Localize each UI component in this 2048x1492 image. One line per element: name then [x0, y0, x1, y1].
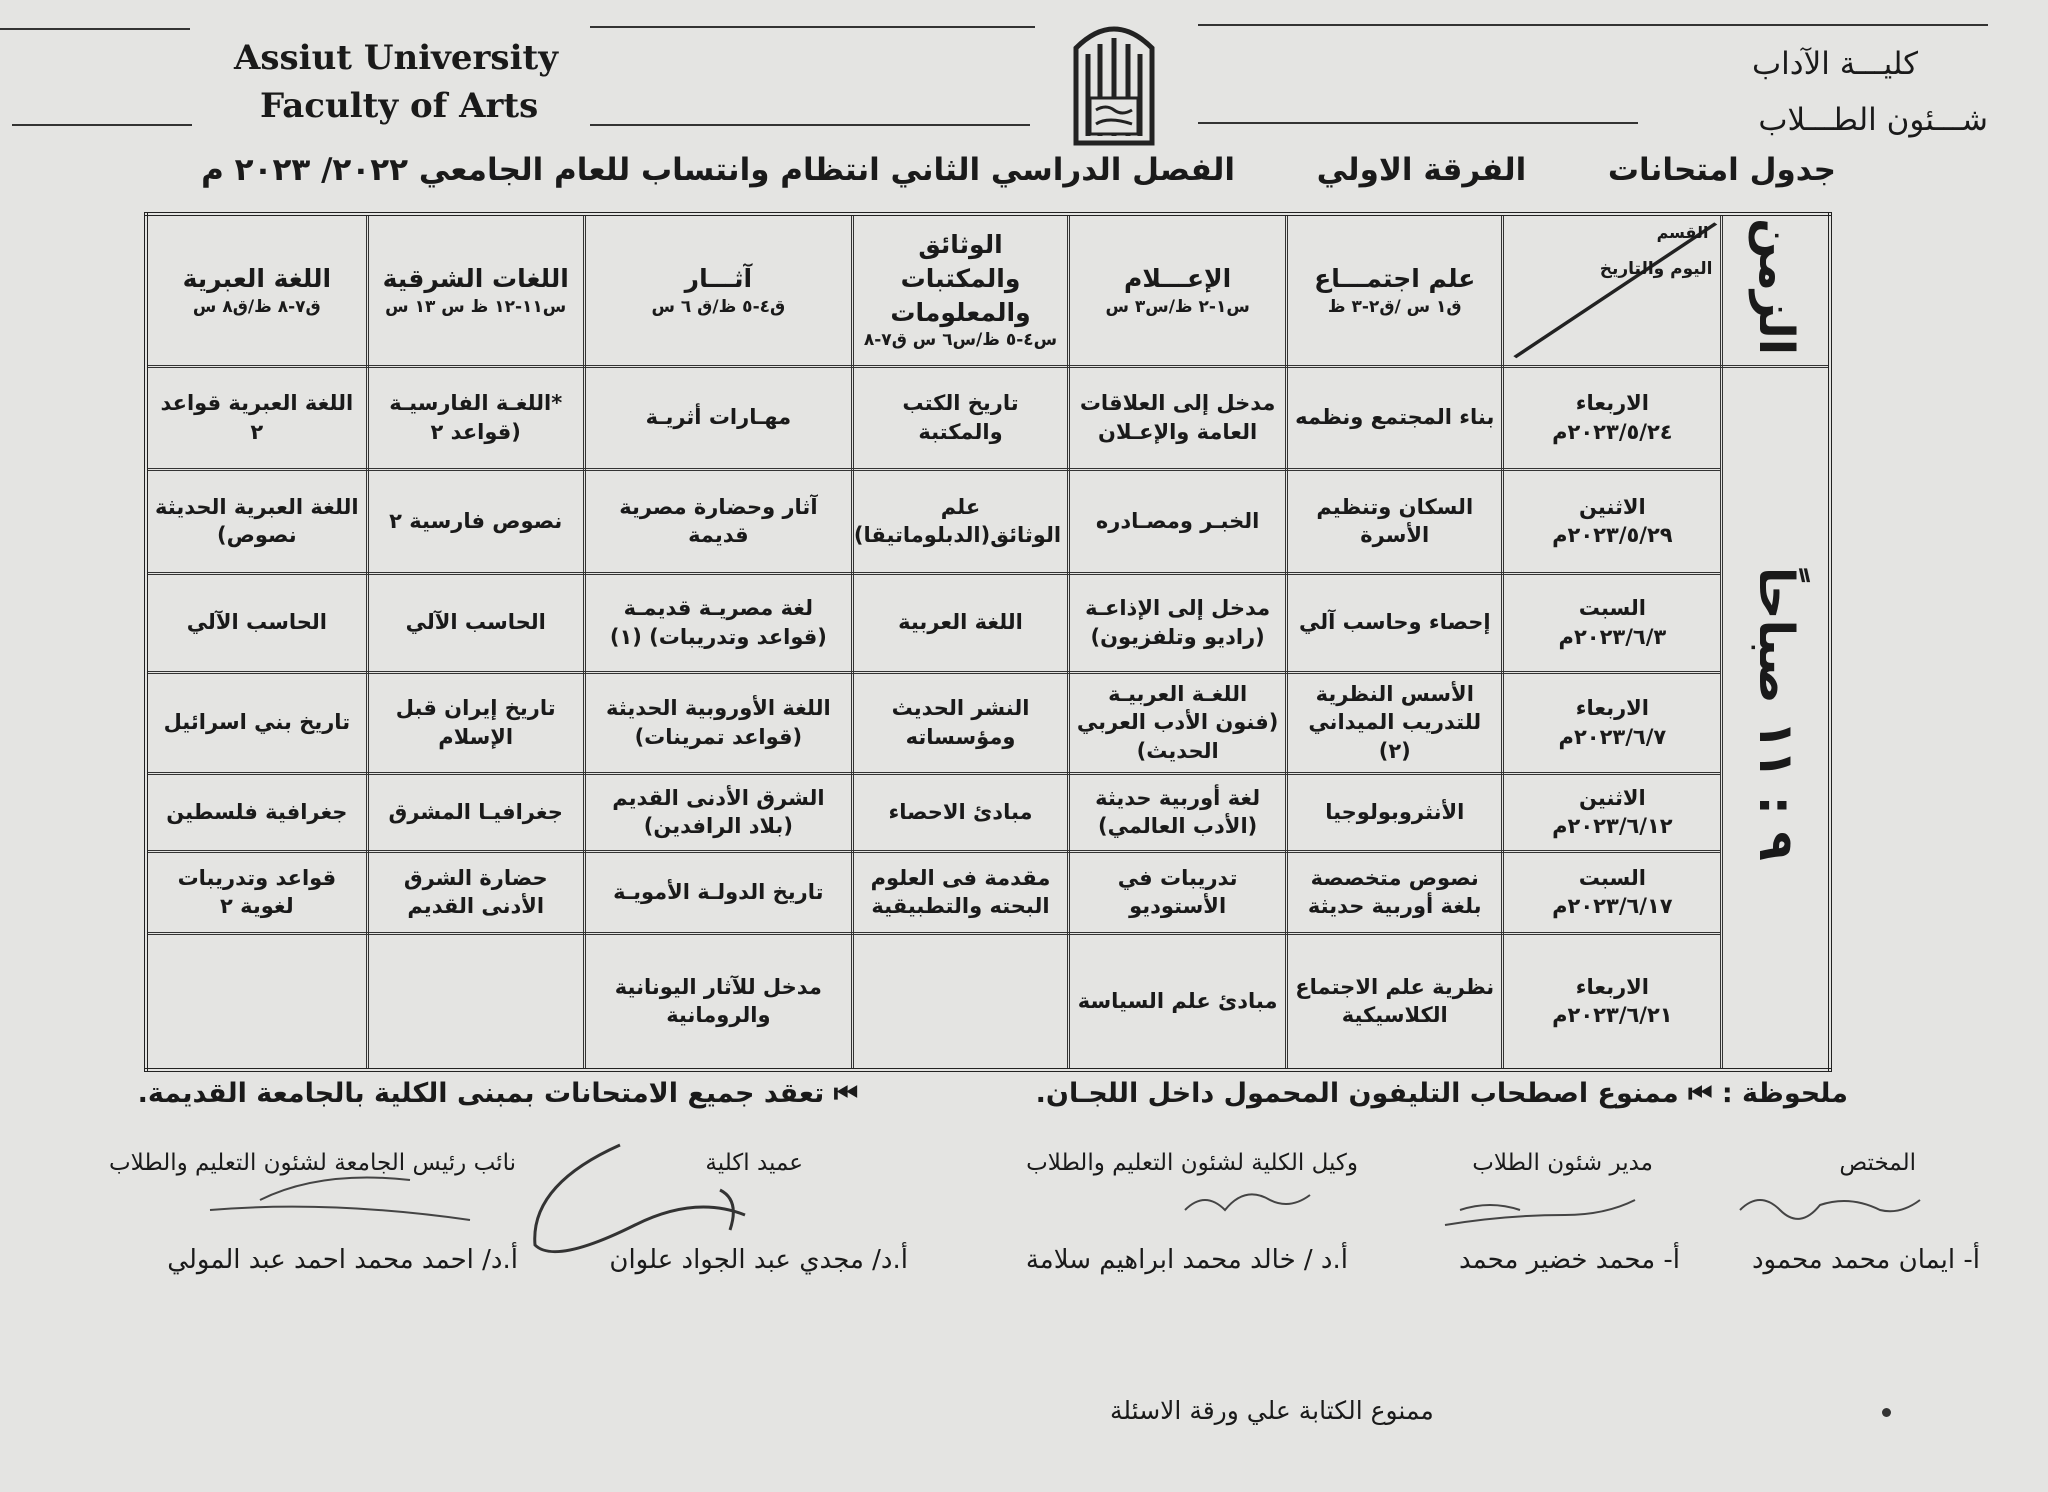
time-cell [1722, 366, 1830, 1070]
subject-cell: الأنثروبولوجيا [1287, 773, 1503, 851]
subject-cell: اللغة الأوروبية الحديثة (قواعد تمرينات) [584, 672, 852, 773]
exam-date: ٢٠٢٣/٥/٢٤م [1552, 419, 1673, 444]
subject-cell: نصوص فارسية ٢ [367, 469, 584, 573]
subject-cell: اللغة العبرية قواعد ٢ [146, 366, 367, 469]
logo-emblem-icon [1068, 18, 1160, 146]
department-header [584, 214, 852, 366]
department-name: الوثائق والمكتبات والمعلومات [890, 230, 1031, 327]
department-header [1069, 214, 1287, 366]
department-groups: س١-٢ ظ/س٣ س [1105, 296, 1250, 317]
fast-forward-icon: ⏮ [833, 1078, 858, 1109]
subject-cell: جغرافيـا المشرق [367, 773, 584, 851]
exam-date: ٢٠٢٣/٦/١٧م [1552, 894, 1673, 919]
table-row [146, 469, 1830, 573]
subject-cell: اللغة العبرية الحديثة نصوص) [146, 469, 367, 573]
exam-date: ٢٠٢٣/٦/٧م [1558, 724, 1667, 749]
subject-cell: نصوص متخصصة بلغة أوربية حديثة [1287, 851, 1503, 933]
subject-cell: تاريخ بني اسرائيل [146, 672, 367, 773]
exam-schedule-table [144, 212, 1832, 1072]
date-cell [1503, 933, 1722, 1070]
signature-title-vice-president: نائب رئيس الجامعة لشئون التعليم والطلاب [108, 1150, 516, 1176]
subject-cell: الأسس النظرية للتدريب الميداني (٢) [1287, 672, 1503, 773]
subject-cell: مبادئ علم السياسة [1069, 933, 1287, 1070]
title-year-level: الفرقة الاولي [1316, 152, 1527, 188]
subject-cell: مدخل إلى العلاقات العامة والإعـلان [1069, 366, 1287, 469]
corner-dept-label: القسم [1656, 223, 1709, 242]
department-header [1287, 214, 1503, 366]
fast-forward-icon: ⏮ [1688, 1078, 1713, 1109]
exam-date: ٢٠٢٣/٥/٢٩م [1552, 523, 1673, 548]
subject-cell: نظرية علم الاجتماع الكلاسيكية [1287, 933, 1503, 1070]
signature-title-dean: عميد اكلية [705, 1150, 803, 1176]
table-row [146, 573, 1830, 672]
table-row [146, 773, 1830, 851]
signature-name-vice-president: أ.د/ احمد محمد احمد عبد المولي [167, 1245, 518, 1275]
subject-cell: لغة أوربية حديثة (الأدب العالمي) [1069, 773, 1287, 851]
subject-cell: الخبـر ومصـادره [1069, 469, 1287, 573]
bullet-dot [1882, 1408, 1891, 1417]
subject-cell: الحاسب الآلي [146, 573, 367, 672]
table-row [146, 672, 1830, 773]
subject-cell: اللغة العربية [852, 573, 1068, 672]
time-header [1722, 214, 1830, 366]
date-cell [1503, 573, 1722, 672]
footer-warning: ممنوع الكتابة علي ورقة الاسئلة [1110, 1396, 1434, 1425]
department-groups: س١١-١٢ ظ س ١٣ س [385, 296, 567, 317]
day-name: الاربعاء [1575, 391, 1650, 416]
department-groups: ق٧-٨ ظ/ق٨ س [192, 296, 321, 317]
notes-line [1036, 1078, 1848, 1110]
signature-name-specialist: أ- ايمان محمد محمود [1751, 1245, 1980, 1275]
day-name: الاربعاء [1575, 696, 1650, 721]
subject-cell: مدخل إلى الإذاعـة (راديو وتلفزيون) [1069, 573, 1287, 672]
date-cell [1503, 851, 1722, 933]
subject-cell [852, 933, 1068, 1070]
note-location: تعقد جميع الامتحانات بمبنى الكلية بالجامعة القديمة. [137, 1078, 825, 1109]
faculty-name-ar: كليـــة الآداب [1752, 46, 1918, 82]
subject-cell: علم الوثائق(الدبلوماتيقا) [852, 469, 1068, 573]
subject-cell: بناء المجتمع ونظمه [1287, 366, 1503, 469]
note-phones: ممنوع اصطحاب التليفون المحمول داخل اللجـان. [1035, 1078, 1679, 1109]
subject-cell: إحصاء وحاسب آلي [1287, 573, 1503, 672]
subject-cell: السكان وتنظيم الأسرة [1287, 469, 1503, 573]
schedule-title [201, 152, 1836, 188]
title-semester: الفصل الدراسي الثاني انتظام وانتساب للعام الجامعي ٢٠٢٢/ ٢٠٢٣ م [201, 152, 1235, 188]
department-header [852, 214, 1068, 366]
notes-line-2 [138, 1078, 858, 1110]
subject-cell: جغرافية فلسطين [146, 773, 367, 851]
subject-cell: *اللغـة الفارسيـة (قواعد ٢ [367, 366, 584, 469]
corner-day-label: اليوم والتاريخ [1599, 259, 1713, 279]
subject-cell [367, 933, 584, 1070]
subject-cell: حضارة الشرق الأدنى القديم [367, 851, 584, 933]
department-header [367, 214, 584, 366]
department-name: آثـــار [684, 263, 753, 293]
subject-cell: الشرق الأدنى القديم (بلاد الرافدين) [584, 773, 852, 851]
signature-name-dean: أ.د/ مجدي عبد الجواد علوان [609, 1245, 908, 1275]
subject-cell: الحاسب الآلي [367, 573, 584, 672]
department-header [146, 214, 367, 366]
subject-cell: لغة مصريـة قديمـة (قواعد وتدريبات) (١) [584, 573, 852, 672]
table-row [146, 851, 1830, 933]
subject-cell: تاريخ الدولـة الأمويـة [584, 851, 852, 933]
subject-cell: قواعد وتدريبات لغوية ٢ [146, 851, 367, 933]
university-logo [1068, 18, 1160, 146]
department-name: علم اجتمـــاع [1314, 263, 1476, 293]
subject-cell: اللغـة العربيـة (فنون الأدب العربي الحديث) [1069, 672, 1287, 773]
notes-label: ملحوظة : [1721, 1078, 1848, 1109]
subject-cell: مبادئ الاحصاء [852, 773, 1068, 851]
date-cell [1503, 366, 1722, 469]
subject-cell: النشر الحديث ومؤسساته [852, 672, 1068, 773]
signature-name-vice-dean: أ.د / خالد محمد ابراهيم سلامة [1025, 1245, 1348, 1275]
subject-cell: مدخل للآثار اليونانية والرومانية [584, 933, 852, 1070]
subject-cell: مقدمة فى العلوم البحته والتطبيقية [852, 851, 1068, 933]
date-cell [1503, 773, 1722, 851]
faculty-name-en: Faculty of Arts [260, 86, 539, 126]
department-name: اللغات الشرقية [382, 263, 569, 293]
department-groups: ق٤-٥ ظ/ق ٦ س [651, 296, 786, 317]
time-header-label: الزمن [1748, 218, 1805, 356]
day-name: الاثنين [1578, 785, 1646, 810]
exam-date: ٢٠٢٣/٦/٣م [1558, 624, 1667, 649]
department-groups: ق١ س /ق٢-٣ ظ [1327, 296, 1462, 317]
day-name: الاربعاء [1575, 975, 1650, 999]
title-exams: جدول امتحانات [1607, 152, 1836, 188]
exam-date: ٢٠٢٣/٦/١٢م [1552, 814, 1673, 839]
signature-name-affairs-manager: أ- محمد خضير محمد [1459, 1245, 1680, 1275]
department-name: اللغة العبرية [182, 263, 332, 293]
signature-title-vice-dean: وكيل الكلية لشئون التعليم والطلاب [1026, 1150, 1358, 1176]
day-name: السبت [1578, 865, 1646, 890]
corner-header [1503, 214, 1722, 366]
signature-title-specialist: المختص [1839, 1150, 1916, 1176]
student-affairs-ar: شـــئون الطـــلاب [1758, 102, 1988, 138]
day-name: السبت [1578, 596, 1646, 621]
subject-cell: تدريبات في الأستوديو [1069, 851, 1287, 933]
table-row [146, 933, 1830, 1070]
exam-date: ٢٠٢٣/٦/٢١م [1552, 1003, 1673, 1028]
department-groups: س٤-٥ ظ/س٦ س ق٧-٨ [863, 330, 1058, 351]
day-name: الاثنين [1578, 494, 1646, 519]
time-value: ٩ : ١١ صباحاً [1748, 567, 1805, 862]
subject-cell: تاريخ إيران قبل الإسلام [367, 672, 584, 773]
date-cell [1503, 672, 1722, 773]
signature-title-affairs-manager: مدير شئون الطلاب [1472, 1150, 1653, 1176]
date-cell [1503, 469, 1722, 573]
university-name-en: Assiut University [234, 38, 558, 78]
subject-cell: مهـارات أثريـة [584, 366, 852, 469]
subject-cell: آثار وحضارة مصرية قديمة [584, 469, 852, 573]
department-name: الإعـــلام [1124, 263, 1232, 293]
subject-cell [146, 933, 367, 1070]
subject-cell: تاريخ الكتب والمكتبة [852, 366, 1068, 469]
table-row [146, 366, 1830, 469]
